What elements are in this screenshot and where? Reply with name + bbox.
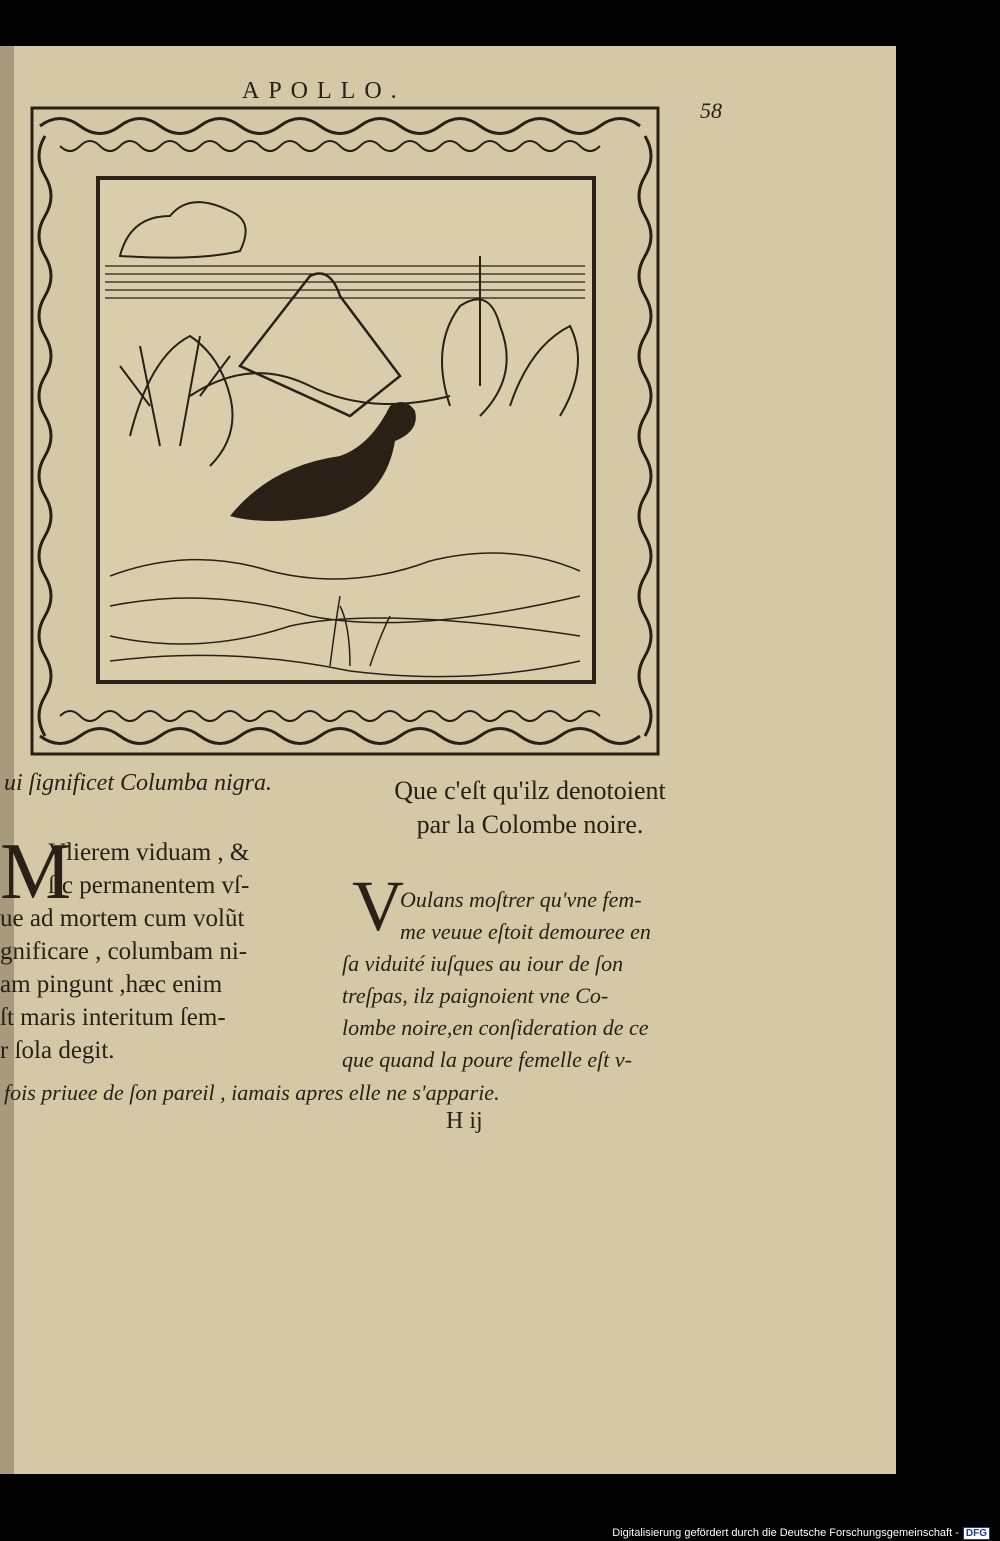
latin-dropcap: M <box>0 828 72 916</box>
latin-line: r ſola degit. <box>0 1037 115 1064</box>
french-dropcap: V <box>352 866 404 946</box>
running-head: APOLLO. <box>242 78 406 104</box>
page-edge <box>0 46 14 1474</box>
latin-line: gnificare , columbam ni- <box>0 938 248 965</box>
folio-number: 58 <box>700 98 722 123</box>
latin-line: ſt maris interitum ſem- <box>0 1004 226 1031</box>
french-line: me veuue eſtoit demouree en <box>400 919 651 944</box>
french-line: ſa viduité iuſques au iour de ſon <box>342 951 624 976</box>
french-heading-line: par la Colombe noire. <box>416 810 644 839</box>
french-line: treſpas, ilz paignoient vne Co- <box>342 983 609 1008</box>
french-line: lombe noire,en conſideration de ce <box>342 1015 649 1040</box>
latin-paragraph <box>0 836 340 1067</box>
latin-line: ue ad mortem cum volũt <box>0 905 245 932</box>
french-heading <box>350 774 710 842</box>
woodcut-illustration <box>30 106 660 756</box>
french-line: Oulans moſtrer qu'vne fem- <box>400 887 642 912</box>
signature-mark: H ij <box>446 1108 483 1134</box>
latin-line: Vlierem viduam , & <box>48 839 250 866</box>
footer-credit <box>612 1526 990 1540</box>
latin-line: ſic permanentem vſ- <box>48 872 250 899</box>
dfg-logo: DFG <box>963 1527 990 1540</box>
latin-heading: ui ſignificet Columba nigra. <box>4 770 272 796</box>
french-last-line: fois priuee de ſon pareil , iamais apres elle ne s'apparie. <box>4 1080 500 1105</box>
french-line: que quand la poure femelle eſt v- <box>342 1047 632 1072</box>
latin-line: am pingunt ,hæc enim <box>0 971 223 998</box>
footer-text: Digitalisierung gefördert durch die Deutsche Forschungsgemeinschaft - <box>612 1527 959 1539</box>
french-paragraph <box>342 884 702 1076</box>
french-heading-line: Que c'eſt qu'ilz denotoient <box>394 776 666 805</box>
